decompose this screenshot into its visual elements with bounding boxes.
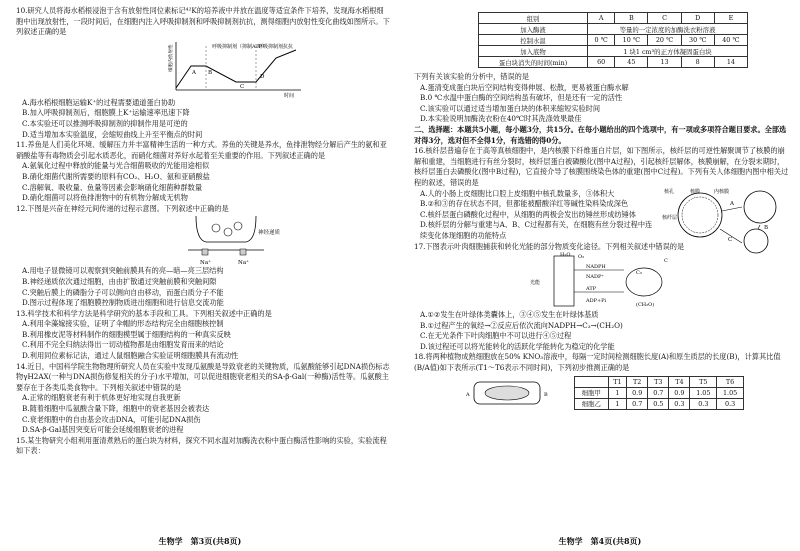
q12-opt-a: A.用电子显微镜可以观察到突触前膜具有的亮—暗—亮三层结构: [22, 266, 224, 276]
q18-r1-6: 1.05: [717, 387, 744, 398]
cell-diagram: [464, 376, 554, 410]
th-2: B: [615, 13, 648, 24]
q13-opt-c: C.利用不完全归纳法得出一切动植物都是由细胞发育而来的结论: [22, 340, 224, 350]
lbl-light: 光能: [530, 280, 541, 287]
row4-a: 60: [588, 57, 615, 68]
lbl-ch2o: (CH₂O): [636, 302, 655, 309]
lbl-atp: ATP: [586, 286, 597, 293]
q18-r1-2: 0.9: [627, 387, 648, 398]
q15-opt-a: A.蛋清变成蛋白块后空间结构变得伸展、松散，更易被蛋白酶水解: [420, 82, 629, 92]
th-3: C: [648, 13, 681, 24]
lbl-c3: C₃: [636, 270, 642, 277]
q18-r2-3: 0.5: [648, 398, 669, 409]
lbl-inner-membrane: 内核膜: [714, 188, 730, 195]
q11-opt-a: A.氨氧化过程中释放的能量与光合细菌吸收的光能用途相似: [22, 161, 210, 171]
lbl-b: B: [764, 224, 769, 231]
row4-d: 8: [681, 57, 714, 68]
q12-opt-d: D.图示过程体现了细胞膜控制物质进出细胞和进行信息交流功能: [22, 298, 224, 308]
na-label-1: Na⁺: [200, 260, 211, 267]
q16-opt-d: D.核纤层的分解与重建与A、B、C过程都有关，在细胞有丝分裂过程中连续变化体现细胞的功能特点: [420, 220, 653, 240]
q18-th-4: T4: [669, 376, 690, 387]
q10-stem: 10.研究人员将海水稻根浸泡于含有放射性同位素标记⁴²K的培养液中并放在温度等适宜条件下培养，发现海水稻根细胞中出现放射性，一段时间后，在细胞内注入呼吸抑制剂和呼吸抑制剂抗抗，测得细胞内放射性变化曲线如图所示。下列叙述正确的是: [16, 6, 390, 37]
q11-stem: 11.养鱼是人们美化环境、缓解压力并丰富精神生活的一种方式。养鱼的关键是养水，鱼排泄物经分解后产生的氨和亚硝酸盐等有毒物质会引起水质恶化，而硝化细菌对养好水起着至关重要的作用。下列叙述正确的是: [16, 140, 387, 160]
q10-opt-d: D.适当增加本实验温度，会缩短曲线上升至平衡点的时间: [22, 129, 203, 139]
q13-opt-b: B.利用橡皮泥等材料制作的细胞模型属于细胞结构的一种真实反映: [22, 329, 231, 339]
q13-opt-d: D.利用同位素标记法，通过人鼠细胞融合实验证明细胞膜具有流动性: [22, 351, 239, 361]
q18-stem: 18.将两种植物成熟细胞放在50% KNO₃溶液中，每隔一定时间检测细胞长度(A)和原生质层的长度(B)，计算其比值(B/A值)如下表所示(T1～T6表示不同时间)，下列初步推测正确的是: [414, 352, 781, 373]
q15-opt-d: D.本实验说明加酶洗衣粉在40℃时其洗涤效果最佳: [420, 114, 582, 124]
q15-opt-c: C.该实验可以通过适当增加蛋白块的体积来缩短实验时间: [420, 103, 601, 113]
lbl-adp: ADP+Pi: [586, 298, 607, 305]
na-label-2: Na⁺: [238, 260, 249, 267]
graph-xlabel: 时间: [284, 92, 295, 98]
row2-e: 40 ℃: [714, 35, 747, 46]
q11-opt-b: B.硝化细菌代谢所需要的原料有CO₂、H₂O、氨和亚硝酸盐: [22, 171, 210, 181]
lbl-nadph: NADPH: [586, 264, 606, 271]
q18-th-3: T3: [648, 376, 669, 387]
q15-opt-b: B.0 ℃水温中蛋白酶的空间结构虽有破坏，但是还有一定的活性: [420, 93, 623, 103]
row4-e: 14: [714, 57, 747, 68]
nt-label: 神经递质: [258, 230, 281, 237]
q18-th-1: T1: [608, 376, 627, 387]
lbl-c: C: [664, 258, 668, 265]
row2-d: 30 ℃: [681, 35, 714, 46]
q14-opt-b: B.随着细胞中瓜氨酸含量下降，细胞中的衰老基因会被表达: [22, 404, 210, 414]
q16-opt-b: B.②和③的存在状态不同，但都能被醋酸洋红等碱性染料染成深色: [420, 199, 629, 209]
q18-table: [574, 376, 744, 410]
row2-b: 10 ℃: [615, 35, 648, 46]
q12-stem: 12.下图是兴奋在神经元间传递的过程示意图。下列叙述中正确的是: [16, 203, 229, 213]
q18-th-0: [575, 376, 609, 387]
lbl-lamina: 核纤层: [662, 214, 678, 221]
q18-th-6: T6: [717, 376, 744, 387]
q18-th-5: T5: [690, 376, 717, 387]
q18-r1-3: 0.7: [648, 387, 669, 398]
lbl-membrane: 核膜: [690, 188, 701, 195]
section-2-heading: 二、选择题：本题共5小题，每小题3分，共15分。在每小题给出的四个选项中，有一项或多项符合题目要求。全部选对得3分，选对但不全得1分，有选错的得0分。: [414, 124, 787, 145]
q12-opt-b: B.神经递质依次通过细胞，由由扩散通过突触前膜和突触间隙: [22, 276, 217, 286]
lbl-fig-b: B: [544, 391, 548, 398]
q18-r2-6: 0.3: [717, 398, 744, 409]
row4-label: 蛋白块消失的时间(min): [479, 57, 588, 68]
page-footer-left: 生物学 第3页(共8页): [158, 536, 242, 546]
q18-r2-1: 1: [608, 398, 627, 409]
q13-opt-a: A.利用伞藻嫁接实验，证明了伞帽的形态结构完全由细胞核控制: [22, 319, 224, 329]
q16-opt-a: A.人的小肠上皮细胞比口腔上皮细胞中核孔数量多，③体积大: [420, 188, 615, 198]
synapse-diagram: [166, 214, 286, 266]
graph-ylabel: 细胞内放射性: [169, 44, 174, 72]
th-4: D: [681, 13, 714, 24]
q18-r1-0: 细胞甲: [575, 387, 609, 398]
row3-value: 1 块1 cm³的正方体凝固蛋白块: [588, 46, 748, 57]
q10-graph: [156, 38, 306, 98]
nuclear-lamina-diagram: [660, 185, 790, 255]
lbl-c: C: [728, 236, 733, 243]
q17-stem: 17.下图表示叶肉细胞捕获和转化光能的部分物质变化途径。下列相关叙述中错误的是: [414, 241, 685, 251]
lbl-o2: O₂: [578, 254, 585, 261]
q11-opt-d: D.硝化细菌可以将鱼排泄物中的有机物分解成无机物: [22, 193, 188, 203]
q18-r2-2: 0.7: [627, 398, 648, 409]
q18-r2-5: 0.3: [690, 398, 717, 409]
q11-opt-c: C.溶解氧、吸收量、鱼量等因素会影响硝化细菌种群数量: [22, 182, 203, 192]
photosynthesis-diagram: [524, 252, 684, 310]
q18-r2-4: 0.3: [669, 398, 690, 409]
page-footer-right: 生物学 第4页(共8页): [558, 536, 642, 546]
q16-stem: 16.核纤层普遍存在于高等真核细胞中，是内核膜下纤维蛋白片层，如下图所示，核纤层的可逆性解聚调节了核膜的崩解和重建，当细胞进行有丝分裂时，核纤层蛋白被磷酸化(图中A过程)，引起核纤层解体，核膜崩解，在分裂末期时，核纤层蛋白去磷酸化(图中B过程)，它直接介导了核膜围绕染色体的重建(图中C过程)。下列有关人体细胞内图中相关过程的叙述，错误的是: [414, 146, 789, 187]
q10-opt-c: C.本实验还可以推测呼吸抑制剂的抑制作用是可逆的: [22, 118, 188, 128]
graph-label1: 呼吸抑制剂（抑制ATP）: [212, 43, 268, 50]
q17-opt-d: D.该过程还可以将光能转化的活跃化学能转化为稳定的化学能: [420, 341, 615, 351]
row4-b: 45: [615, 57, 648, 68]
row2-label: 控制水温: [479, 35, 588, 46]
row3-label: 加入底物: [479, 46, 588, 57]
q10-opt-a: A.海水稻根细胞运输K⁺的过程需要通道蛋白协助: [22, 97, 176, 107]
q18-th-2: T2: [627, 376, 648, 387]
q18-r1-1: 1: [608, 387, 627, 398]
graph-label2: 呼吸抑制剂抗抗: [258, 43, 294, 50]
q12-opt-c: C.突触后膜上的磷脂分子可以侧向自由移动，而蛋白质分子不能: [22, 287, 224, 297]
row4-c: 13: [648, 57, 681, 68]
row1-label: 加入酶液: [479, 24, 588, 35]
pt-c: C: [240, 83, 245, 90]
lbl-h2o: H₂O: [560, 252, 571, 259]
q15-stem: 15.某生物研究小组利用蛋清煮熟后的蛋白块为材料，探究不同水温对加酶洗衣粉中蛋白酶活性影响的实验，实验流程如下表：: [16, 435, 387, 456]
q16-opt-c: C.核纤层蛋白磷酸化过程中，从细胞的两极会发出纺锤丝形成纺锤体: [420, 209, 636, 219]
row2-a: 0 ℃: [588, 35, 615, 46]
pt-d: D: [260, 73, 265, 80]
row1-value: 等量的一定浓度的加酶洗衣粉溶液: [588, 24, 748, 35]
q14-opt-d: D.SA-β-Gal基因突变后可能会延缓细胞衰老的进程: [22, 425, 184, 435]
right-page: [400, 0, 800, 551]
th-0: 组别: [479, 13, 588, 24]
q18-r1-5: 1.05: [690, 387, 717, 398]
q13-stem: 13.科学技术和科学方法是科学研究的基本手段和工具。下列相关叙述中正确的是: [16, 308, 272, 318]
lbl-a: A: [730, 200, 734, 207]
q17-opt-b: B.①过程产生的氧经→②反应后依次流向NADPH→C₃→(CH₂O): [420, 320, 623, 330]
q18-r1-4: 0.9: [669, 387, 690, 398]
q18-r2-0: 细胞乙: [575, 398, 609, 409]
th-1: A: [588, 13, 615, 24]
pt-a: A: [192, 69, 196, 76]
row2-c: 20 ℃: [648, 35, 681, 46]
q10-opt-b: B.加入呼吸抑制剂后，细胞膜上K⁺运输速率迅速下降: [22, 108, 190, 118]
q15-table: [478, 12, 748, 68]
q14-opt-a: A.正常的细胞衰老有利于机体更好地实现自我更新: [22, 393, 181, 403]
th-5: E: [714, 13, 747, 24]
lbl-pore: 核孔: [664, 188, 675, 195]
pt-b: B: [208, 69, 213, 76]
lbl-nadp: NADP⁺: [586, 274, 604, 281]
q14-stem: 14.近日，中国科学院生物物理所研究人员在实验中发现瓜氨酸是导致衰老的关键物质，瓜氨酸能够引起DNA损伤标志物γH2AX(一种与DNA损伤修复相关的分子)水平增加，可以促进细胞衰老相关的SA-β-Gal(一种酶)活性等。瓜氨酸主要存在于各类瓜类食物中。下列相关叙述中错误的是: [16, 361, 390, 392]
q17-opt-c: C.在无光条件下叶肉细胞中不可以进行④⑤过程: [420, 331, 572, 341]
q17-opt-a: A.①②发生在叶绿体类囊体上，③④⑤发生在叶绿体基质: [420, 310, 599, 320]
lbl-fig-a: A: [466, 391, 470, 398]
q14-opt-c: C.衰老细胞中的自由基会攻击DNA，可能引起DNA损伤: [22, 414, 201, 424]
q15b-stem: 下列有关该实验的分析中，错误的是: [414, 72, 530, 81]
